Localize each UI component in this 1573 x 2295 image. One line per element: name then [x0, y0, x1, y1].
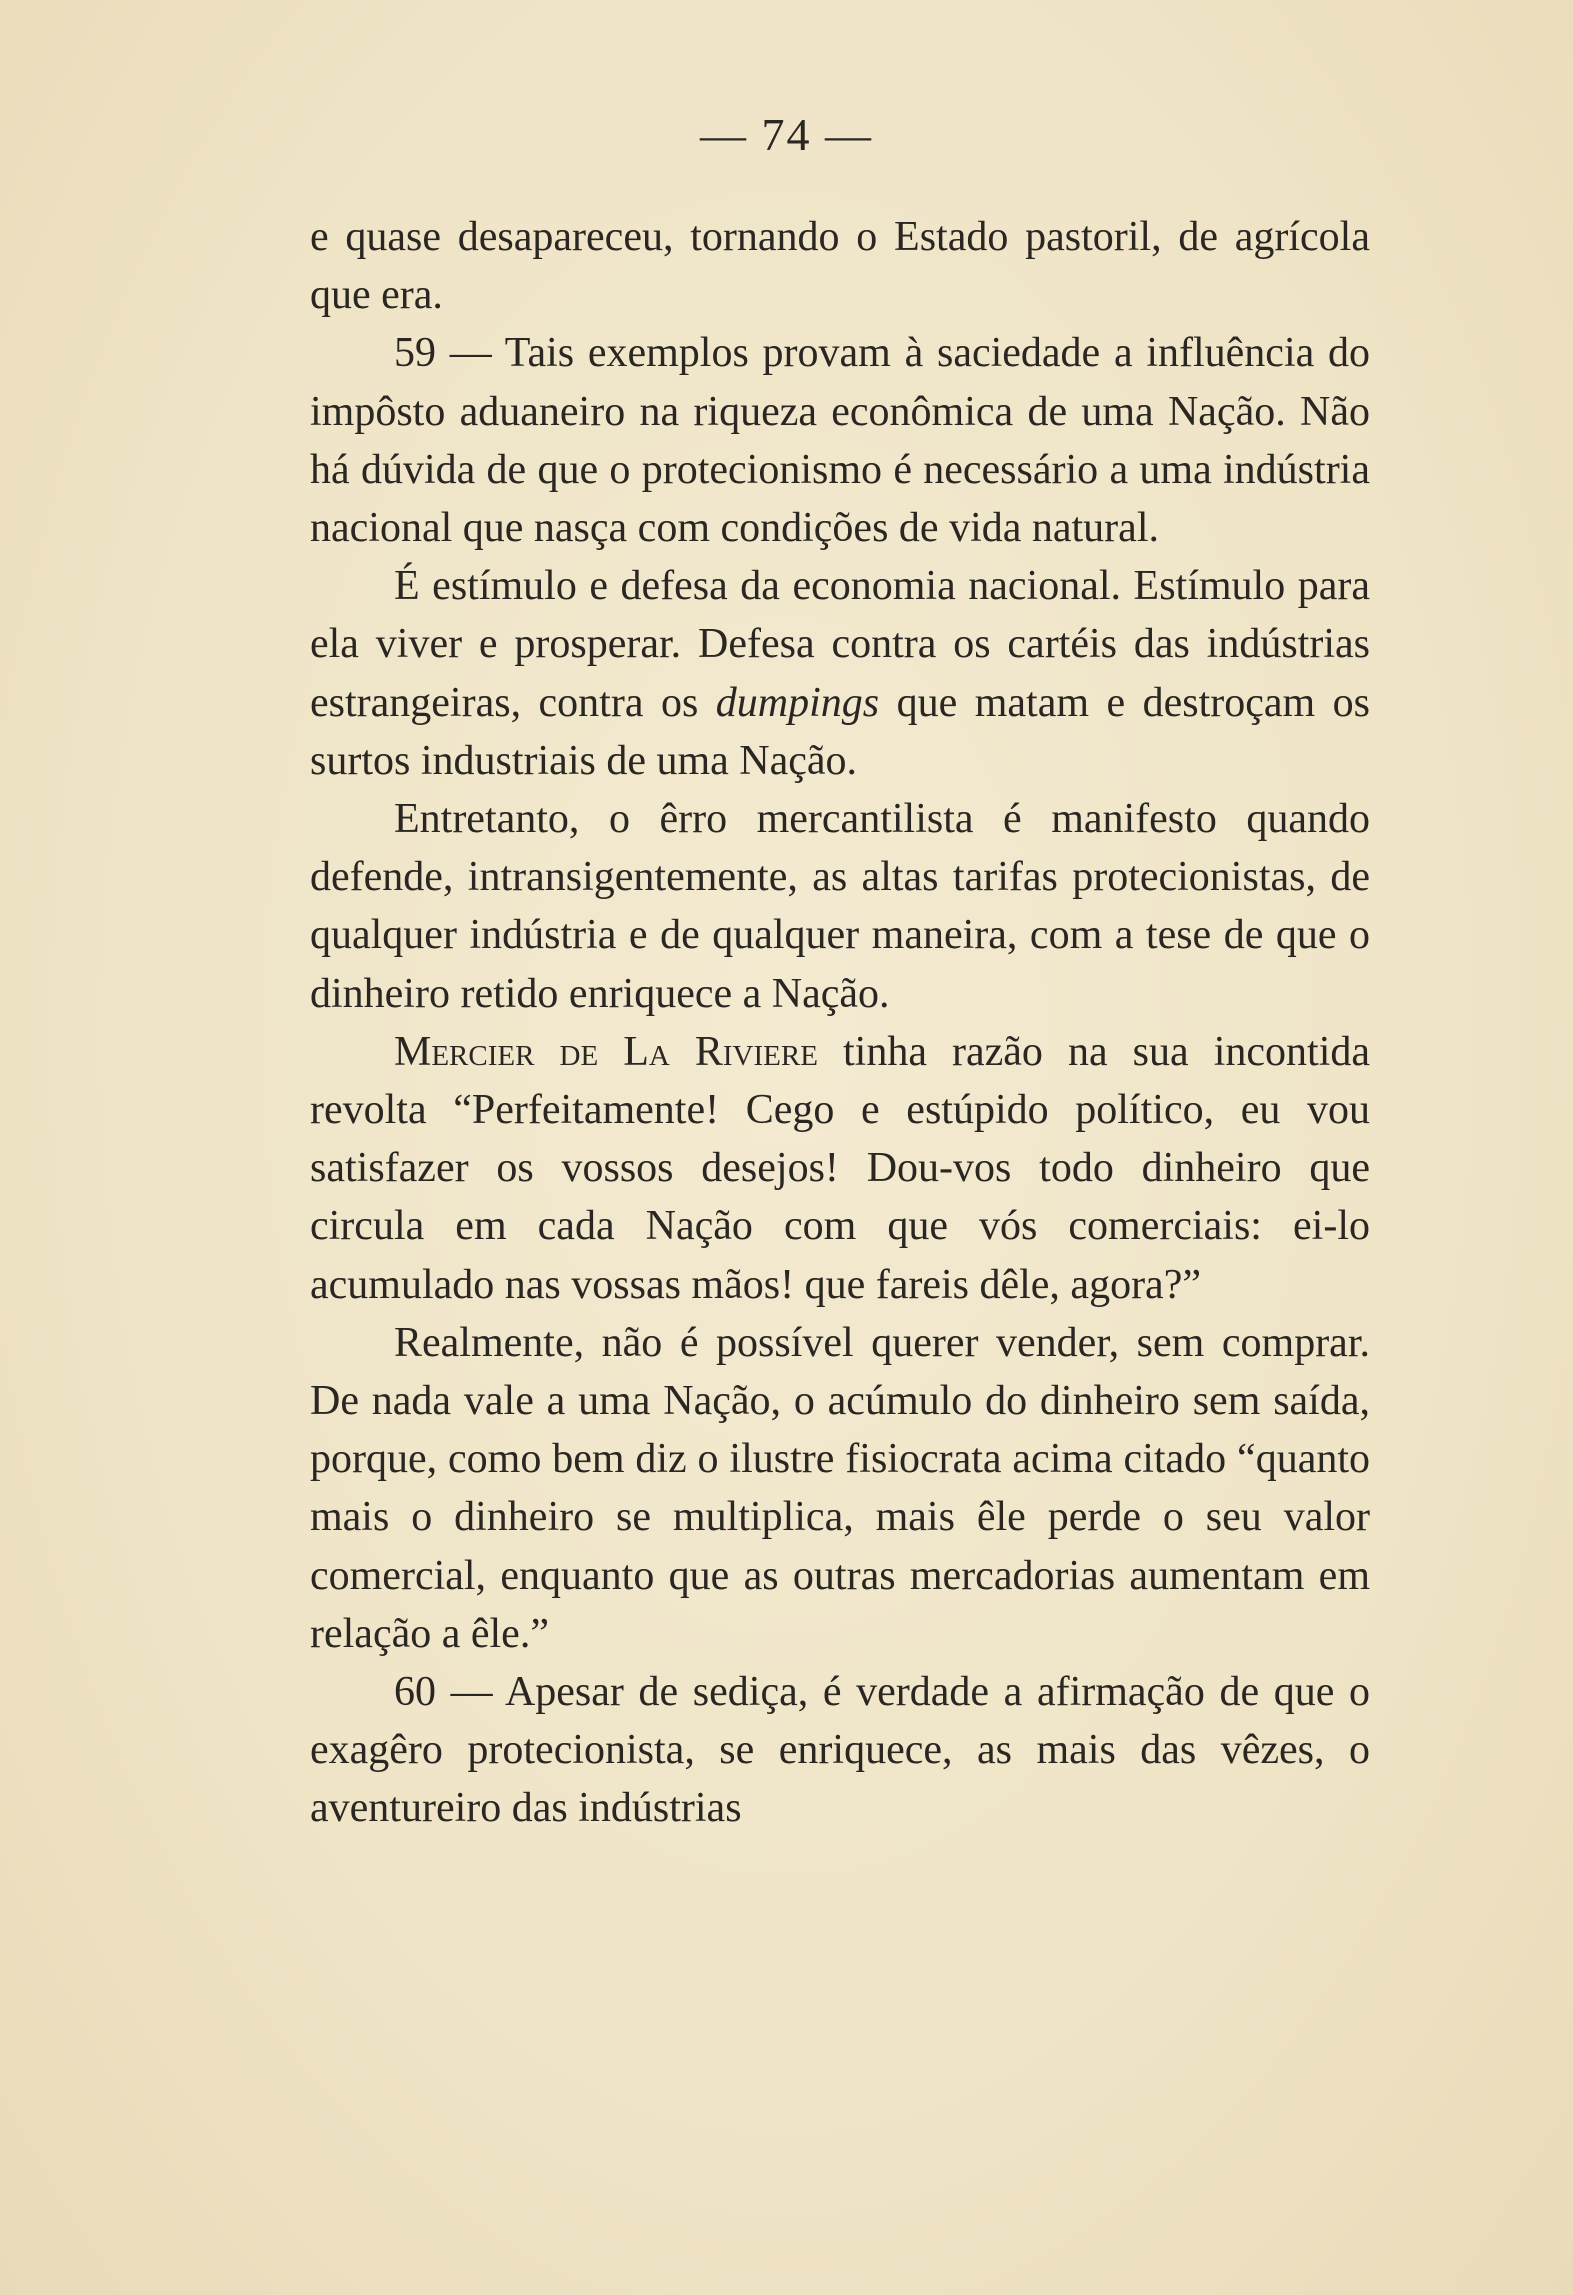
author-name: Mercier de La Riviere: [394, 1028, 818, 1075]
paragraph-estimulo-text-a: É estímulo e defesa da economia nacional. Estímulo para ela viver e prosperar. Defesa contra os cartéis das indústrias estrangeiras, contra os: [310, 563, 1370, 726]
paragraph-estimulo-text-b: que matam e destroçam os surtos industriais de uma Nação.: [310, 679, 1371, 784]
italic-term: dumpings: [715, 679, 880, 726]
paragraph-realmente: Realmente, não é possível querer vender, sem comprar. De nada vale a uma Nação, o acúmulo do dinheiro sem saída, porque, como bem diz o ilustre fisiocrata acima citado “quanto mais o dinheiro se multiplica, mais êle perde o seu valor comercial, enquanto que as outras mercadorias aumentam em relação a êle.”: [310, 1319, 1370, 1657]
paragraph-entretanto: Entretanto, o êrro mercantilista é manifesto quando defende, intransigentemente, as altas tarifas protecionistas, de qualquer indústria e de qualquer maneira, com a tese de que o dinheiro retido enriquece a Nação.: [310, 796, 1370, 1017]
paragraph-1: e quase desapareceu, tornando o Estado pastoril, de agrícola que era.: [310, 214, 1370, 319]
paragraph-60: 60 — Apesar de sediça, é verdade a afirmação de que o exagêro protecionista, se enriquece, as mais das vêzes, o aventureiro das indústrias: [310, 1669, 1370, 1832]
paragraph-mercier: [310, 1023, 1370, 1314]
paragraph-59: 59 — Tais exemplos provam à saciedade a influência do impôsto aduaneiro na riqueza econômica de uma Nação. Não há dúvida de que o protecionismo é necessário a uma indústria nacional que nasça com condições de vida natural.: [310, 330, 1370, 552]
body-text: [310, 208, 1370, 1838]
paragraph-estimulo: [310, 557, 1370, 790]
paragraph-mercier-text: tinha razão na sua incontida revolta “Perfeitamente! Cego e estúpido político, eu vou satisfazer os vossos desejos! Dou-vos todo dinheiro que circula em cada Nação com que vós comerciais: ei-lo acumulado nas vossas mãos! que fareis dêle, agora?”: [310, 1028, 1371, 1308]
page-number: — 74 —: [700, 109, 873, 160]
